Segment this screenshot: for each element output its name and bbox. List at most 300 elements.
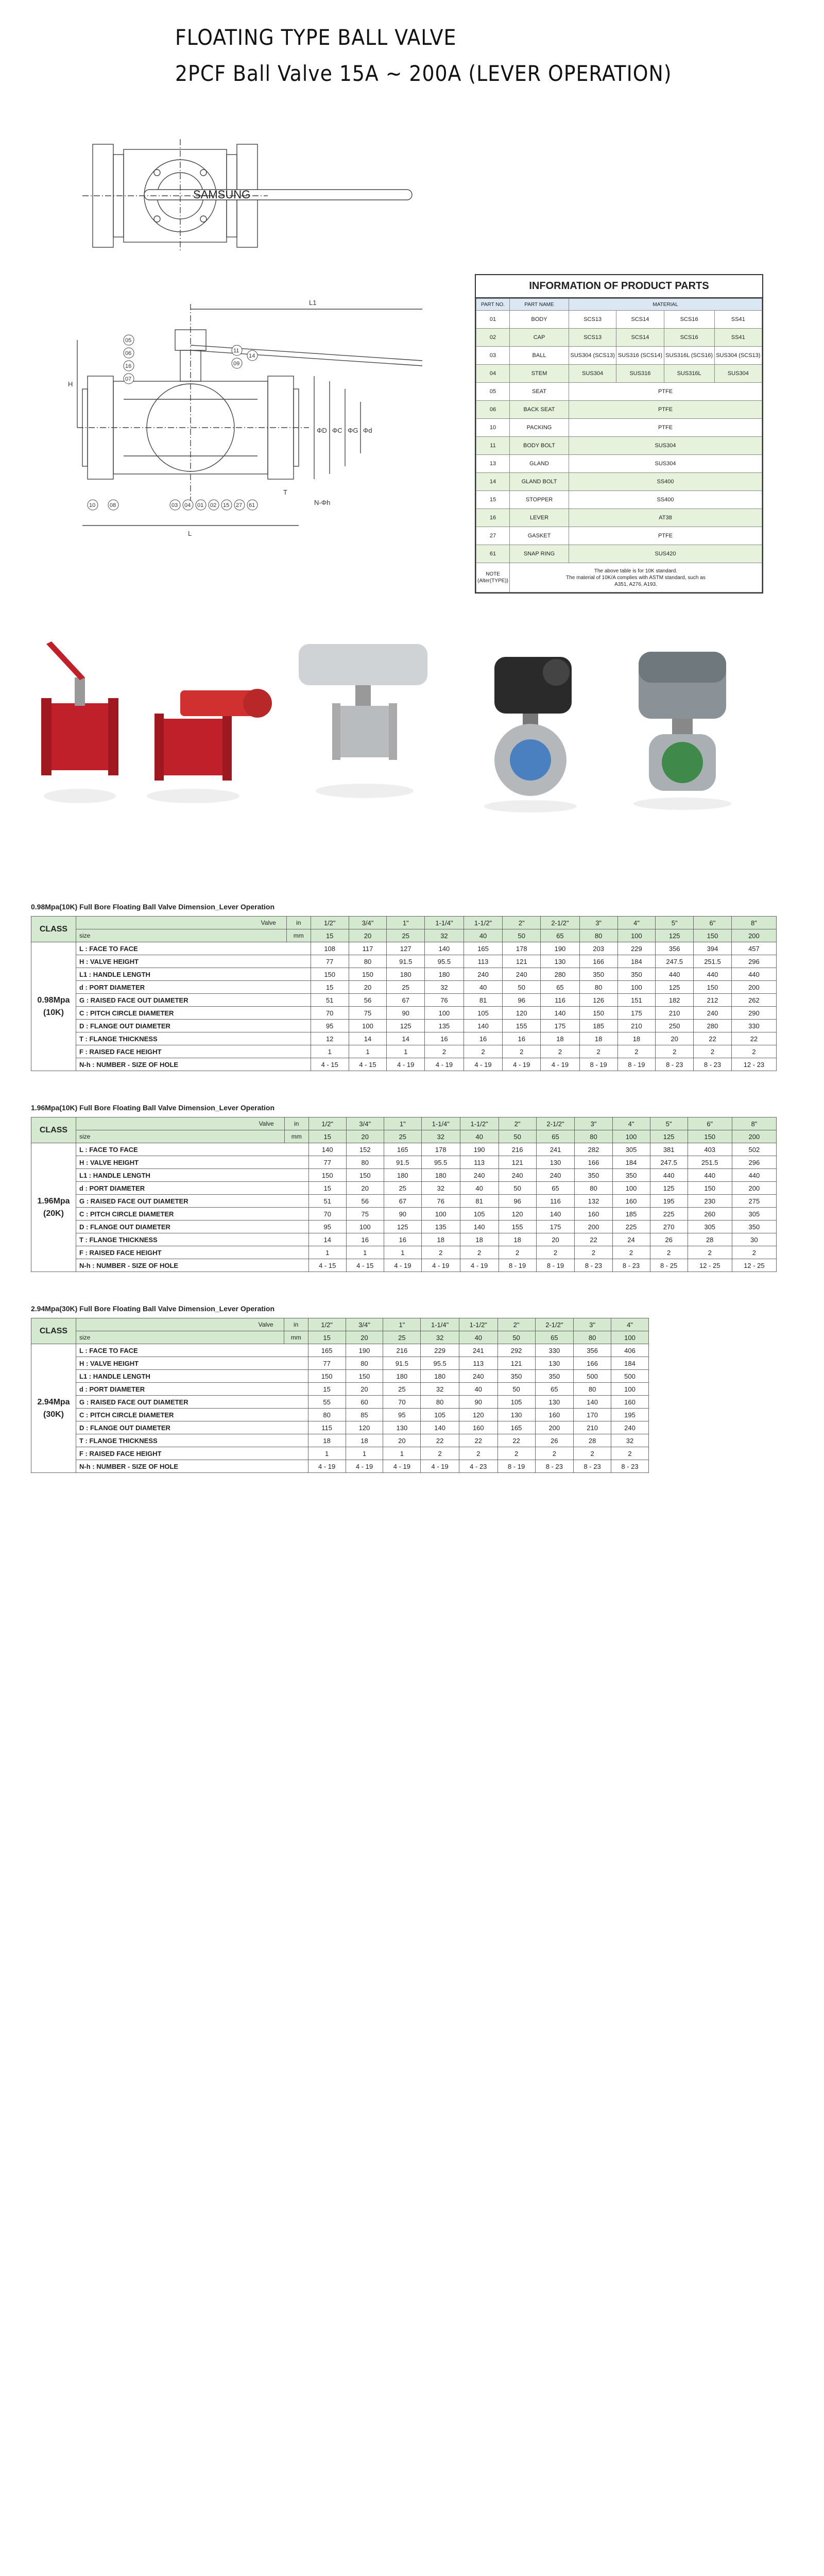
cell-value: 14 [387,1032,425,1045]
cell-value: 150 [579,1007,617,1020]
table-row [31,1370,649,1383]
size-inch: 1-1/4" [421,1117,460,1130]
cell-value: 2 [503,1045,541,1058]
cell-value: 230 [688,1195,732,1208]
cell-value: 24 [612,1233,650,1246]
valve-size-header: Valve [76,1318,284,1331]
cell-value: 305 [612,1143,650,1156]
table-2-title: 1.96Mpa(10K) Full Bore Floating Ball Valve Dimension_Lever Operation [31,1104,275,1112]
cell-value: 135 [421,1221,460,1233]
part-name: BODY [510,311,569,329]
size-inch: 1/2" [308,1318,346,1331]
size-mm: 50 [499,1130,536,1143]
size-mm: 20 [349,929,387,942]
valve-technical-drawing [68,134,443,598]
parts-row [476,509,762,527]
part-material: PTFE [569,419,762,437]
table-row [31,1195,777,1208]
part-material: SCS16 [664,329,714,347]
cell-value: 100 [349,1020,387,1032]
cell-value: 50 [499,1182,536,1195]
size-mm: 65 [535,1331,574,1344]
size-inch: 4" [612,1117,650,1130]
cell-value: 2 [421,1246,460,1259]
size-mm: 200 [731,929,776,942]
cell-value: 241 [459,1344,497,1357]
cell-value: 8 - 19 [617,1058,656,1071]
part-material: SCS14 [616,311,664,329]
size-mm: 80 [579,929,617,942]
cell-value: 260 [688,1208,732,1221]
size-inch: 3" [574,1318,611,1331]
parts-row [476,383,762,401]
cell-value: 60 [346,1396,383,1409]
parts-note-label: NOTE (Alter(TYPE)) [476,563,510,592]
cell-value: 130 [535,1357,574,1370]
cell-value: 16 [464,1032,503,1045]
cell-value: 200 [535,1421,574,1434]
size-inch: 3/4" [349,917,387,929]
cell-value: 22 [421,1434,459,1447]
cell-value: 130 [383,1421,421,1434]
cell-value: 2 [617,1045,656,1058]
row-label: D : FLANGE OUT DIAMETER [76,1421,308,1434]
dim-d-flange: ΦD [317,427,327,434]
part-no: 05 [476,383,510,401]
size-mm: 20 [346,1130,384,1143]
size-inch: 1-1/2" [464,917,503,929]
cell-value: 2 [535,1447,574,1460]
cell-value: 4 - 19 [460,1259,499,1272]
size-inch: 1-1/4" [425,917,464,929]
part-no: 01 [476,311,510,329]
part-name: CAP [510,329,569,347]
cell-value: 250 [656,1020,694,1032]
cell-value: 500 [611,1370,649,1383]
part-material: SUS316 [616,365,664,383]
table-row [31,1460,649,1473]
cell-value: 18 [308,1434,346,1447]
table-row [31,1208,777,1221]
cell-value: 8 - 25 [650,1259,688,1272]
cell-value: 32 [611,1434,649,1447]
table-3-title: 2.94Mpa(30K) Full Bore Floating Ball Valve Dimension_Lever Operation [31,1304,275,1313]
cell-value: 195 [611,1409,649,1421]
cell-value: 1 [311,1045,349,1058]
parts-note-text: The above table is for 10K standard. The material of 10K/A complies with ASTM standard, such as A351, A276, A193. [510,563,762,592]
cell-value: 50 [497,1383,535,1396]
size-inch: 3" [579,917,617,929]
cell-value: 350 [617,968,656,981]
size-mm: 40 [459,1331,497,1344]
size-inch: 4" [611,1318,649,1331]
table-row [31,1045,777,1058]
cell-value: 160 [612,1195,650,1208]
cell-value: 155 [499,1221,536,1233]
cell-value: 125 [656,981,694,994]
cell-value: 18 [541,1032,580,1045]
cell-value: 20 [349,981,387,994]
size-mm: 40 [464,929,503,942]
row-label: d : PORT DIAMETER [76,1182,309,1195]
row-label: N-h : NUMBER - SIZE OF HOLE [76,1259,309,1272]
dimension-table-10k [31,916,777,1071]
cell-value: 229 [421,1344,459,1357]
part-name: STOPPER [510,491,569,509]
part-no: 14 [476,473,510,491]
row-label: H : VALVE HEIGHT [76,955,311,968]
svg-text:10: 10 [89,502,96,509]
cell-value: 8 - 19 [579,1058,617,1071]
size-inch: 1/2" [308,1117,346,1130]
part-name: PACKING [510,419,569,437]
part-no: 03 [476,347,510,365]
size-mm: 150 [694,929,732,942]
cell-value: 200 [575,1221,612,1233]
cell-value: 2 [464,1045,503,1058]
cell-value: 77 [311,955,349,968]
cell-value: 240 [499,1169,536,1182]
cell-value: 12 - 23 [731,1058,776,1071]
cell-value: 4 - 15 [308,1259,346,1272]
cell-value: 150 [346,1169,384,1182]
size-inch: 1" [383,1318,421,1331]
row-label: T : FLANGE THICKNESS [76,1434,308,1447]
part-material: PTFE [569,383,762,401]
table-row [31,1007,777,1020]
cell-value: 8 - 23 [694,1058,732,1071]
parts-row [476,419,762,437]
cell-value: 1 [387,1045,425,1058]
row-label: N-h : NUMBER - SIZE OF HOLE [76,1460,308,1473]
cell-value: 100 [611,1383,649,1396]
cell-value: 1 [308,1447,346,1460]
cell-value: 20 [346,1182,384,1195]
cell-value: 80 [575,1182,612,1195]
row-label: T : FLANGE THICKNESS [76,1032,311,1045]
parts-row [476,401,762,419]
part-no: 02 [476,329,510,347]
cell-value: 76 [421,1195,460,1208]
size-mm: 15 [308,1130,346,1143]
cell-value: 152 [346,1143,384,1156]
cell-value: 125 [387,1020,425,1032]
cell-value: 55 [308,1396,346,1409]
cell-value: 113 [459,1357,497,1370]
cell-value: 403 [688,1143,732,1156]
size-header: size [76,1130,285,1143]
in-header: in [286,917,311,929]
part-material: SUS304 (SCS13) [714,347,762,365]
row-label: F : RAISED FACE HEIGHT [76,1045,311,1058]
cell-value: 121 [499,1156,536,1169]
cell-value: 170 [574,1409,611,1421]
table-row [31,1246,777,1259]
cell-value: 113 [460,1156,499,1169]
svg-text:16: 16 [125,363,132,369]
cell-value: 200 [731,981,776,994]
cell-value: 251.5 [688,1156,732,1169]
dim-g: ΦG [348,427,358,434]
cell-value: 18 [421,1233,460,1246]
size-inch: 3" [575,1117,612,1130]
row-label: L : FACE TO FACE [76,942,311,955]
cell-value: 100 [425,1007,464,1020]
cell-value: 500 [574,1370,611,1383]
part-material: SUS304 [714,365,762,383]
cell-value: 292 [497,1344,535,1357]
cell-value: 51 [308,1195,346,1208]
cell-value: 440 [731,968,776,981]
cell-value: 105 [464,1007,503,1020]
cell-value: 2 [732,1246,776,1259]
cell-value: 26 [535,1434,574,1447]
part-name: GLAND [510,455,569,473]
cell-value: 4 - 19 [346,1460,383,1473]
parts-row [476,491,762,509]
table-row [31,1182,777,1195]
cell-value: 20 [383,1434,421,1447]
size-inch: 1-1/2" [460,1117,499,1130]
cell-value: 184 [612,1156,650,1169]
cell-value: 130 [497,1409,535,1421]
row-label: F : RAISED FACE HEIGHT [76,1447,308,1460]
cell-value: 65 [536,1182,575,1195]
cell-value: 125 [650,1182,688,1195]
parts-table-title: INFORMATION OF PRODUCT PARTS [476,275,762,298]
cell-value: 8 - 23 [575,1259,612,1272]
page-title: FLOATING TYPE BALL VALVE [175,25,457,50]
cell-value: 151 [617,994,656,1007]
cell-value: 70 [308,1208,346,1221]
cell-value: 140 [536,1208,575,1221]
part-material: AT38 [569,509,762,527]
cell-value: 457 [731,942,776,955]
cell-value: 184 [611,1357,649,1370]
size-mm: 50 [503,929,541,942]
svg-text:09: 09 [233,361,240,367]
cell-value: 262 [731,994,776,1007]
size-inch: 6" [694,917,732,929]
in-header: in [284,1318,308,1331]
cell-value: 185 [612,1208,650,1221]
dimension-table-30k [31,1318,649,1473]
part-name: SNAP RING [510,545,569,563]
cell-value: 180 [425,968,464,981]
cell-value: 8 - 19 [499,1259,536,1272]
dimension-table-20k [31,1117,777,1272]
cell-value: 190 [346,1344,383,1357]
part-material: SUS304 (SCS13) [569,347,616,365]
cell-value: 150 [346,1370,383,1383]
cell-value: 96 [503,994,541,1007]
size-mm: 15 [311,929,349,942]
size-header: size [76,929,287,942]
cell-value: 22 [459,1434,497,1447]
cell-value: 305 [688,1221,732,1233]
cell-value: 8 - 23 [612,1259,650,1272]
cell-value: 80 [346,1357,383,1370]
photo-gear-valve [147,689,272,803]
cell-value: 190 [541,942,580,955]
part-name: BALL [510,347,569,365]
cell-value: 440 [732,1169,776,1182]
cell-value: 65 [535,1383,574,1396]
part-material: SS400 [569,491,762,509]
cell-value: 160 [535,1409,574,1421]
cell-value: 270 [650,1221,688,1233]
cell-value: 100 [346,1221,384,1233]
dim-c: ΦC [332,427,342,434]
row-label: L : FACE TO FACE [76,1344,308,1357]
cell-value: 2 [575,1246,612,1259]
size-inch: 4" [617,917,656,929]
cell-value: 18 [617,1032,656,1045]
cell-value: 178 [421,1143,460,1156]
cell-value: 180 [421,1169,460,1182]
cell-value: 2 [731,1045,776,1058]
cell-value: 12 - 25 [732,1259,776,1272]
cell-value: 350 [732,1221,776,1233]
dim-t: T [283,488,287,496]
cell-value: 50 [503,981,541,994]
cell-value: 14 [308,1233,346,1246]
cell-value: 95.5 [421,1156,460,1169]
cell-value: 85 [346,1409,383,1421]
row-label: d : PORT DIAMETER [76,1383,308,1396]
cell-value: 56 [346,1195,384,1208]
cell-value: 4 - 19 [464,1058,503,1071]
parts-col-material: MATERIAL [569,299,762,311]
part-material: SCS13 [569,311,616,329]
cell-value: 502 [732,1143,776,1156]
cell-value: 105 [497,1396,535,1409]
cell-value: 140 [574,1396,611,1409]
cell-value: 4 - 19 [387,1058,425,1071]
size-mm: 25 [383,1331,421,1344]
cell-value: 32 [421,1182,460,1195]
part-material: SUS420 [569,545,762,563]
parts-row [476,455,762,473]
cell-value: 185 [579,1020,617,1032]
cell-value: 116 [536,1195,575,1208]
parts-row [476,347,762,365]
cell-value: 77 [308,1357,346,1370]
cell-value: 184 [617,955,656,968]
cell-value: 1 [346,1246,384,1259]
product-parts-table [475,274,763,594]
cell-value: 2 [612,1246,650,1259]
cell-value: 120 [499,1208,536,1221]
cell-value: 2 [656,1045,694,1058]
size-mm: 200 [732,1130,776,1143]
cell-value: 330 [535,1344,574,1357]
size-inch: 5" [650,1117,688,1130]
cell-value: 15 [308,1182,346,1195]
cell-value: 356 [574,1344,611,1357]
row-label: N-h : NUMBER - SIZE OF HOLE [76,1058,311,1071]
cell-value: 20 [346,1383,383,1396]
cell-value: 90 [459,1396,497,1409]
cell-value: 2 [460,1246,499,1259]
size-inch: 2-1/2" [536,1117,575,1130]
size-mm: 50 [497,1331,535,1344]
cell-value: 2 [541,1045,580,1058]
cell-value: 216 [499,1143,536,1156]
table-row [31,994,777,1007]
cell-value: 2 [574,1447,611,1460]
pressure-class: 1.96Mpa (20K) [31,1143,76,1272]
table-row [31,1221,777,1233]
cell-value: 440 [650,1169,688,1182]
cell-value: 175 [541,1020,580,1032]
table-row [31,1058,777,1071]
table-row [31,968,777,981]
parts-row [476,365,762,383]
cell-value: 240 [536,1169,575,1182]
cell-value: 32 [421,1383,459,1396]
cell-value: 216 [383,1344,421,1357]
table-row [31,1344,649,1357]
cell-value: 32 [425,981,464,994]
cell-value: 16 [384,1233,421,1246]
svg-text:05: 05 [125,337,132,344]
cell-value: 160 [611,1396,649,1409]
cell-value: 90 [387,1007,425,1020]
size-inch: 3/4" [346,1117,384,1130]
cell-value: 290 [731,1007,776,1020]
cell-value: 12 - 25 [688,1259,732,1272]
cell-value: 4 - 15 [349,1058,387,1071]
parts-col-name: PART NAME [510,299,569,311]
svg-text:01: 01 [197,502,204,509]
part-material: SS41 [714,311,762,329]
cell-value: 150 [308,1370,346,1383]
row-label: L1 : HANDLE LENGTH [76,968,311,981]
cell-value: 350 [579,968,617,981]
cell-value: 2 [650,1246,688,1259]
cell-value: 200 [732,1182,776,1195]
cell-value: 140 [464,1020,503,1032]
cell-value: 165 [464,942,503,955]
part-no: 11 [476,437,510,455]
cell-value: 190 [460,1143,499,1156]
cell-value: 8 - 23 [611,1460,649,1473]
size-mm: 100 [612,1130,650,1143]
cell-value: 2 [421,1447,459,1460]
cell-value: 135 [425,1020,464,1032]
part-no: 16 [476,509,510,527]
part-material: SUS316L [664,365,714,383]
class-header: CLASS [31,1318,76,1344]
size-inch: 2" [499,1117,536,1130]
cell-value: 140 [541,1007,580,1020]
cell-value: 212 [694,994,732,1007]
cell-value: 165 [497,1421,535,1434]
cell-value: 2 [536,1246,575,1259]
table-row [31,1357,649,1370]
part-name: GASKET [510,527,569,545]
row-label: L1 : HANDLE LENGTH [76,1370,308,1383]
cell-value: 81 [464,994,503,1007]
part-name: STEM [510,365,569,383]
photo-red-lever-valve [41,641,118,803]
parts-row [476,545,762,563]
cell-value: 113 [464,955,503,968]
cell-value: 203 [579,942,617,955]
cell-value: 350 [612,1169,650,1182]
size-inch: 1" [384,1117,421,1130]
